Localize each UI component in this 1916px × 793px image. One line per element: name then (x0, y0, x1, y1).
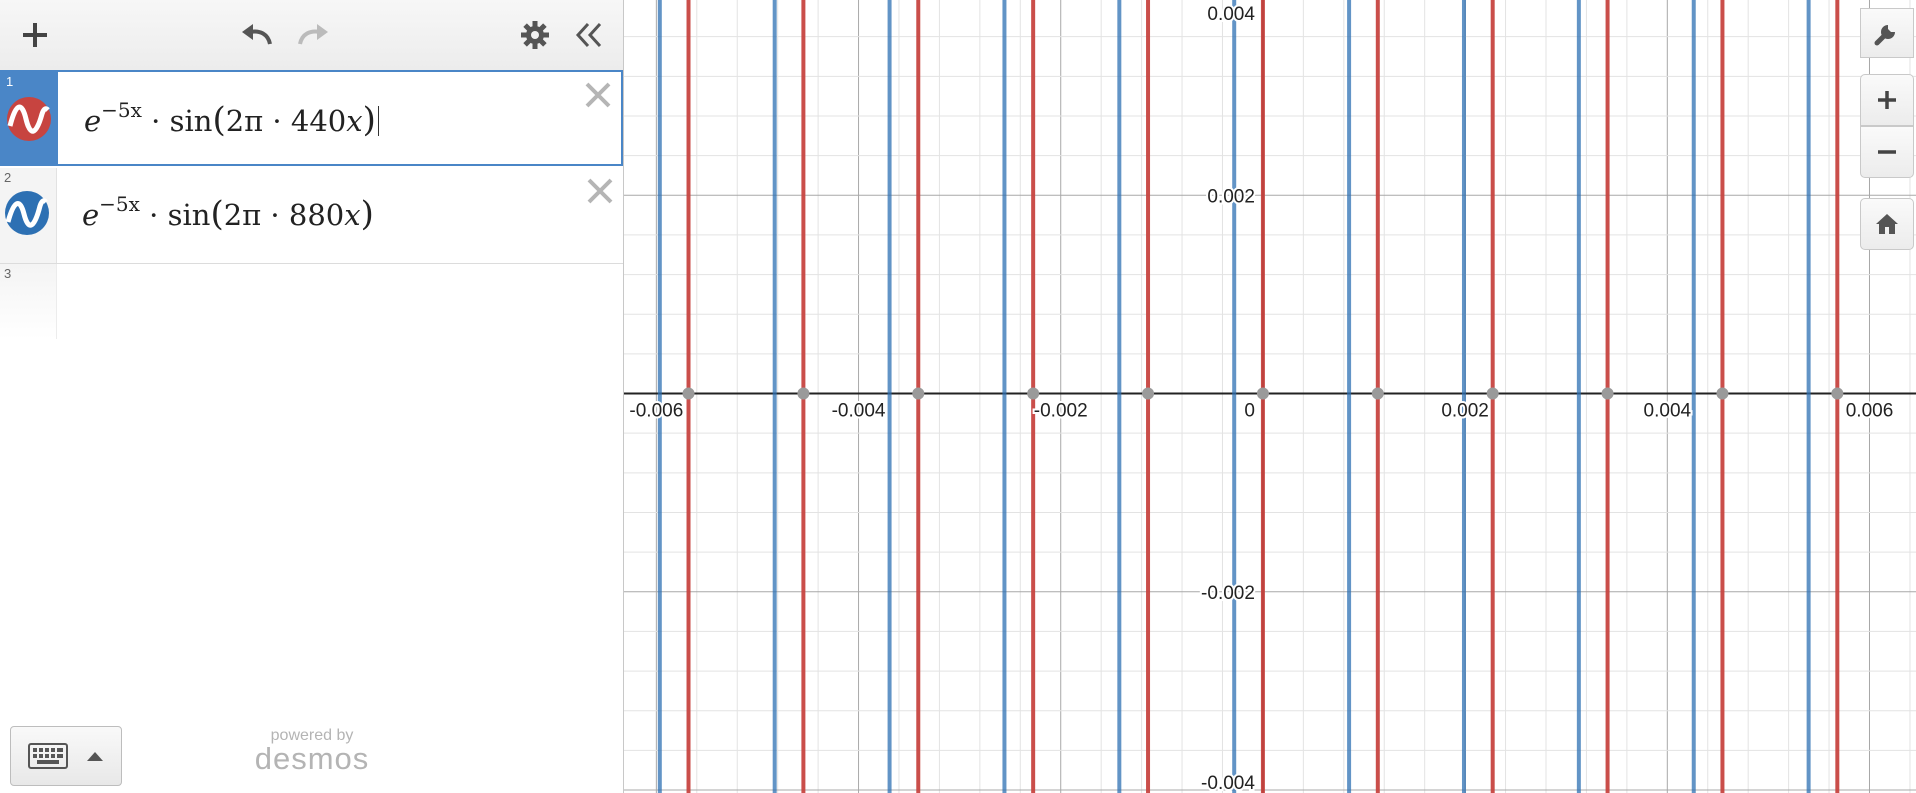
double-chevron-left-icon (574, 20, 604, 50)
expression-variable: x (346, 104, 363, 138)
x-intercept-point (797, 388, 809, 400)
caret-up-icon (86, 750, 104, 762)
expression-input[interactable]: $e^{-5x} \cdot \sin(2\pi \cdot 880x)$ (82, 192, 374, 234)
undo-button[interactable] (236, 14, 278, 56)
expression-row-2[interactable] (0, 168, 623, 264)
gear-icon (520, 20, 550, 50)
redo-button[interactable] (292, 14, 334, 56)
x-intercept-point (1372, 388, 1384, 400)
default-viewport-button[interactable] (1860, 198, 1914, 250)
x-intercept-point (912, 388, 924, 400)
minus-icon (1875, 140, 1899, 164)
y-tick-label: 0.002 (1207, 186, 1255, 208)
expression-base: e (84, 104, 102, 138)
expression-variable: x (344, 198, 361, 232)
zoom-out-button[interactable] (1860, 126, 1914, 178)
x-intercept-point (1602, 388, 1614, 400)
desmos-logo: desmos (254, 741, 370, 776)
x-intercept-point (1831, 388, 1843, 400)
x-intercept-point (1487, 388, 1499, 400)
x-tick-label: 0.006 (1845, 400, 1894, 422)
row-number: 2 (4, 170, 12, 185)
row-number: 1 (6, 74, 14, 89)
expression-argument: 2π · 880 (223, 198, 345, 232)
expression-function: · sin (141, 104, 213, 138)
wrench-icon (1873, 19, 1901, 47)
expression-exponent: −5x (101, 98, 142, 122)
expression-exponent: −5x (99, 192, 140, 216)
delete-expression-2-icon[interactable] (583, 174, 617, 208)
x-tick-label: 0.002 (1441, 400, 1489, 422)
expression-function: · sin (139, 198, 211, 232)
powered-by-desmos[interactable] (248, 727, 376, 777)
zoom-in-button[interactable] (1860, 74, 1914, 126)
collapse-panel-button[interactable] (568, 14, 610, 56)
expression-list-panel (0, 0, 624, 793)
settings-button[interactable] (514, 14, 556, 56)
graph-canvas[interactable] (624, 0, 1916, 793)
x-intercept-point (1716, 388, 1728, 400)
expression-toolbar (0, 0, 623, 71)
y-tick-label: -0.004 (1201, 773, 1255, 793)
x-tick-label: 0 (1244, 400, 1255, 422)
row-number: 3 (4, 266, 12, 281)
graph-paper[interactable] (624, 0, 1916, 793)
text-cursor (378, 106, 379, 136)
powered-by-text: powered by (270, 727, 354, 744)
expression-gutter (0, 168, 57, 263)
expression-gutter (2, 72, 58, 164)
home-icon (1874, 212, 1900, 236)
expression-argument: 2π · 440 (225, 104, 347, 138)
x-tick-label: -0.006 (629, 400, 684, 422)
keyboard-toggle-button[interactable] (10, 726, 122, 786)
x-intercept-point (1142, 388, 1154, 400)
keyboard-icon (28, 743, 68, 769)
x-intercept-point (683, 388, 695, 400)
undo-icon (240, 22, 274, 48)
graph-settings-button[interactable] (1860, 8, 1914, 58)
expression-gutter (0, 264, 57, 339)
plus-icon (1875, 88, 1899, 112)
expression-row-1[interactable] (0, 70, 623, 166)
y-tick-label: -0.002 (1201, 582, 1255, 604)
x-intercept-point (1027, 388, 1039, 400)
delete-expression-1-icon[interactable] (581, 78, 615, 112)
x-tick-label: -0.004 (831, 400, 886, 422)
plus-icon (20, 20, 50, 50)
expression-input[interactable]: $e^{-5x} \cdot \sin(2\pi \cdot 440x)$ (84, 98, 379, 140)
redo-icon (296, 22, 330, 48)
x-tick-label: 0.004 (1643, 400, 1692, 422)
red-graph-visibility-icon[interactable] (6, 96, 52, 142)
blue-graph-visibility-icon[interactable] (4, 190, 50, 236)
x-tick-label: -0.002 (1033, 400, 1088, 422)
y-tick-label: 0.004 (1207, 4, 1255, 25)
x-intercept-point (1257, 388, 1269, 400)
expression-row-3[interactable] (0, 264, 623, 339)
add-item-button[interactable] (14, 14, 56, 56)
expression-base: e (82, 198, 100, 232)
